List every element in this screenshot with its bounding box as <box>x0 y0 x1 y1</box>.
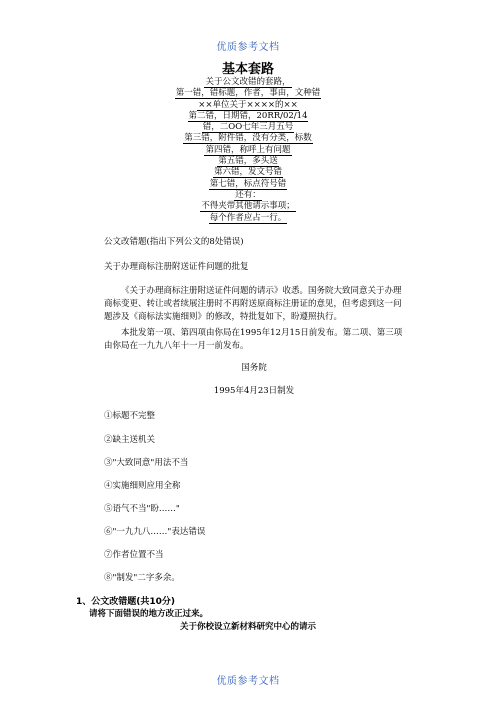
error-item: ②缺主送机关 <box>104 435 156 445</box>
section-instruction: 请将下面错误的地方改正过来。 <box>89 609 209 619</box>
summary-line: 不得夹带其他请示事项； <box>201 201 295 212</box>
summary-line: ××单位关于××××的×× <box>198 99 298 110</box>
error-item: ①标题不完整 <box>104 411 156 421</box>
summary-line: 第七错，标点符号错 <box>209 178 287 189</box>
exercise-title: 公文改错题(指出下列公文的8处错误) <box>104 237 244 247</box>
page-footer: 优质参考文档 <box>216 676 280 687</box>
signature: 国务院 <box>241 363 267 373</box>
error-item: ⑤语气不当"盼……" <box>104 504 180 514</box>
summary-line: 关于公文改错的套路， <box>205 77 291 87</box>
summary-line: 第四错，称呼上有问题 <box>205 144 291 155</box>
error-item: ③"大致同意"用法不当 <box>104 458 189 468</box>
paragraph-2: 本批发第一项、第四项由你局在1995年12月15日前发布。第二项、第三项由你局在一九九八年十一月一前发布。 <box>104 328 403 351</box>
section-document-title: 关于你校设立新材料研究中心的请示 <box>179 622 316 632</box>
summary-box <box>150 62 346 224</box>
summary-line: 每个作者应占一行。 <box>209 212 287 223</box>
page-header: 优质参考文档 <box>216 42 280 53</box>
error-item: ⑧"制发"二字多余。 <box>104 573 180 583</box>
summary-line: 第二错，日期错，20RR/02/14 <box>188 110 308 121</box>
summary-line: 第一错，错标题，作者，事由，文种错 <box>175 88 321 99</box>
summary-line: 第五错，多头送 <box>218 156 278 167</box>
error-item: ④实施细则应用全称 <box>104 481 181 491</box>
error-item: ⑦作者位置不当 <box>104 550 164 560</box>
issue-date: 1995年4月23日制发 <box>213 386 295 396</box>
paragraph-1: 《关于办理商标注册附送证件问题的请示》收悉。国务院大致同意关于办理商标变更、转让或者续展注册时不再附送原商标注册证的意见，但考虑到这一问题涉及《商标法实施细则》的修改，特批复如下，盼遵照执行。 <box>104 286 402 322</box>
error-item: ⑥"一九九八……"表达错误 <box>104 527 206 537</box>
section-heading: 1、公文改错题(共10分) <box>76 597 176 607</box>
summary-line: 第六错，发文号错 <box>213 167 282 178</box>
document-title: 关于办理商标注册附送证件问题的批复 <box>104 262 249 272</box>
summary-line: 错，二OO七年三月五号 <box>202 122 294 133</box>
summary-title: 基本套路 <box>221 62 274 77</box>
summary-line: 第三错，附件错，没有分类，标数 <box>184 133 312 144</box>
summary-line: 还有： <box>235 189 261 200</box>
